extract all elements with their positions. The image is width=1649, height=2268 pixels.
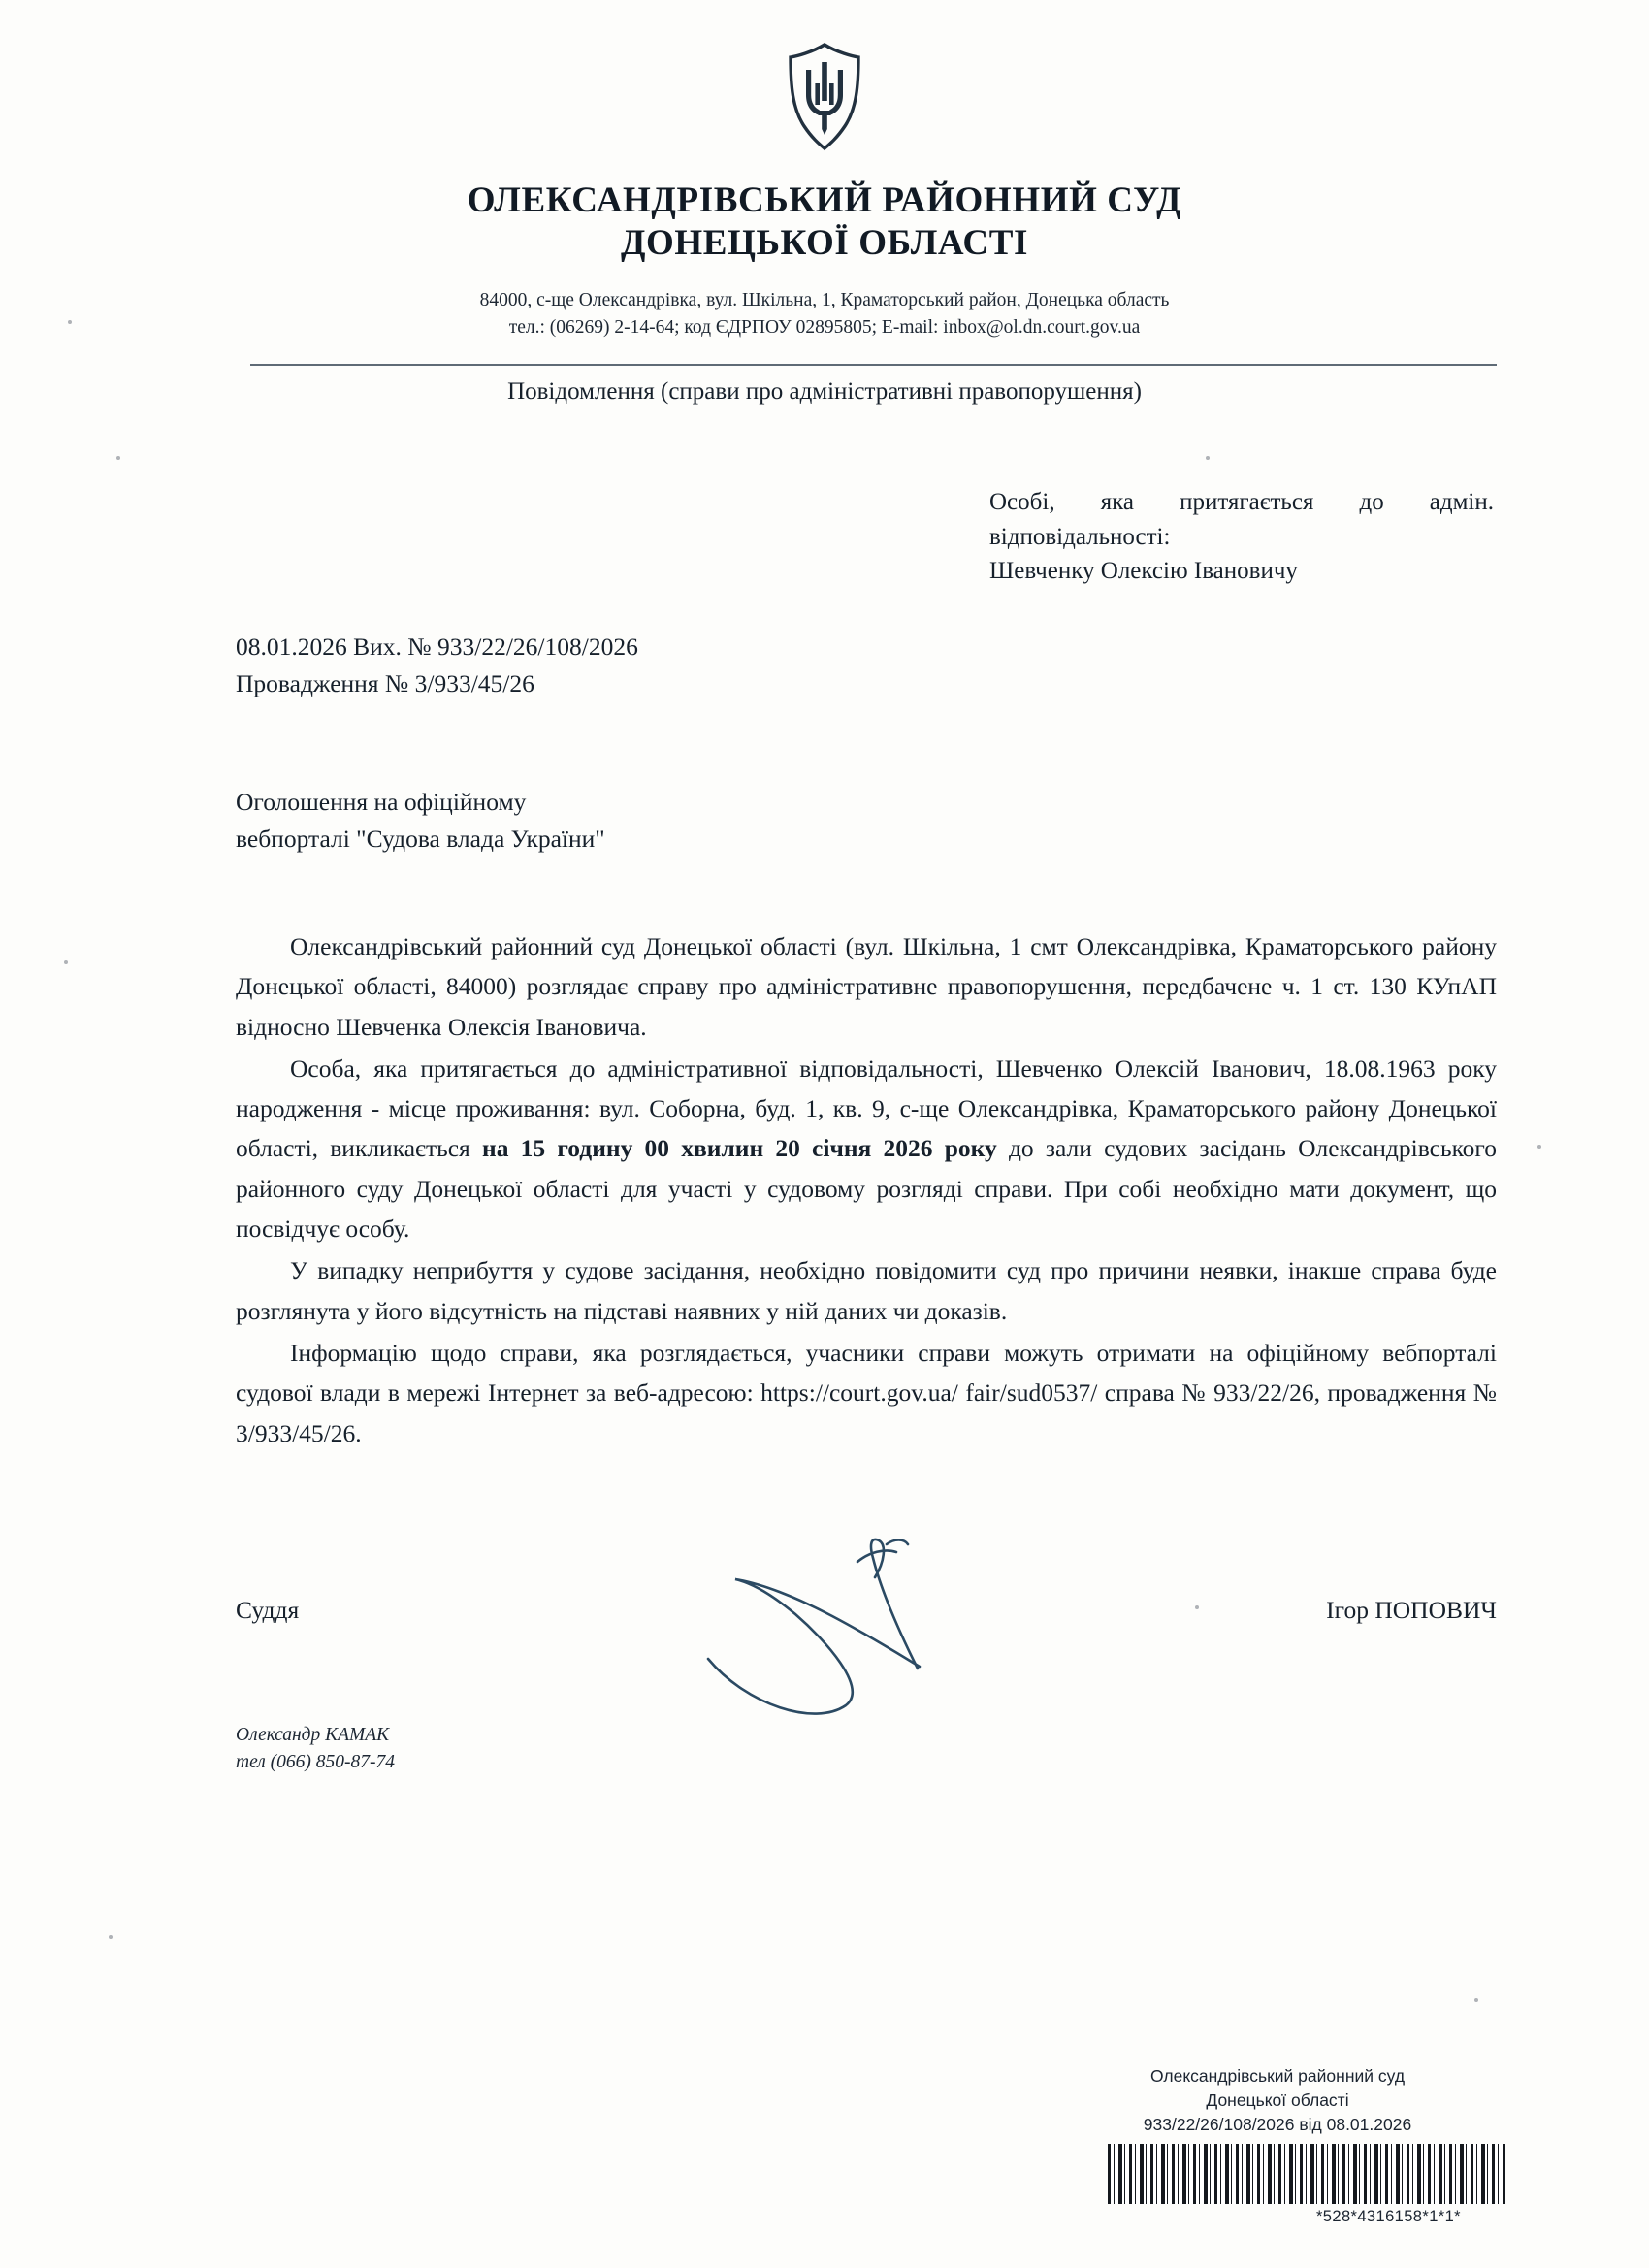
court-name [0, 179, 1649, 264]
reference-block [236, 629, 638, 701]
stamp-line-3: 933/22/26/108/2026 від 08.01.2026 [1143, 2114, 1412, 2134]
addressee-name: Шевченку Олексію Івановичу [989, 558, 1298, 584]
registration-stamp [1050, 2064, 1505, 2228]
subject-line-1: Оголошення на офіційному [236, 788, 527, 816]
signer-role: Суддя [236, 1596, 300, 1624]
ukraine-trident-emblem [783, 39, 866, 153]
stamp-line-2: Донецької області [1206, 2090, 1349, 2110]
header-divider [250, 364, 1497, 366]
typist-block [236, 1722, 395, 1777]
proceeding-number: Провадження № 3/933/45/26 [236, 668, 534, 697]
hearing-datetime: на 15 годину 00 хвилин 20 січня 2026 року [482, 1134, 997, 1163]
court-contacts [0, 287, 1649, 342]
scan-speckle [64, 960, 68, 964]
barcode-number: *528*4316158*1*1* [1315, 2207, 1461, 2225]
outgoing-number: 08.01.2026 Вих. № 933/22/26/108/2026 [236, 632, 638, 661]
body-paragraph-4: Інформацію щодо справи, яка розглядається, учасники справи можуть отримати на офіційному вебпорталі судової влади в мережі Інтернет за веб-адресою: https://court.gov.ua/ fair/sud0537/ справа № 933/22/26, провадження № 3/933/45/26. [236, 1338, 1497, 1447]
typist-name: Олександр КАМАК [236, 1725, 390, 1745]
scan-speckle [1537, 1145, 1541, 1149]
signer-name: Ігор ПОПОВИЧ [1326, 1596, 1497, 1624]
court-name-line-1: ОЛЕКСАНДРІВСЬКИЙ РАЙОННИЙ СУД [467, 180, 1182, 220]
scan-speckle [116, 456, 120, 460]
emblem-container [0, 39, 1649, 158]
barcode [1108, 2144, 1505, 2204]
handwritten-signature [679, 1523, 1048, 1746]
body-paragraph-3: У випадку неприбуття у судове засідання, необхідно повідомити суд про причини неявки, інакше справа буде розглянута у його відсутність на підставі наявних у ній даних чи доказів. [236, 1256, 1497, 1325]
subject-line-2: вебпорталі "Судова влада України" [236, 825, 605, 854]
court-address: 84000, с-ще Олександрівка, вул. Шкільна, 1, Краматорський район, Донецька область [479, 290, 1170, 310]
scan-speckle [109, 1935, 113, 1939]
document-kind: Повідомлення (справи про адміністративні правопорушення) [507, 378, 1142, 405]
paragraph-2-head: Особа, яка притягається до адміністративної відповідальності, Шевченко Олексій Іванович, 18.08.1963 року народження - місце проживання: вул. Соборна, буд. 1, кв. 9, с-ще Олександрівка, Краматорського району Донецької області, викликається [236, 1053, 1497, 1163]
document-body [236, 926, 1497, 1453]
court-phone-email: тел.: (06269) 2-14-64; код ЄДРПОУ 02895805; E-mail: inbox@ol.dn.court.gov.ua [508, 317, 1141, 339]
typist-phone: тел (066) 850-87-74 [236, 1752, 395, 1773]
scan-speckle [1206, 456, 1210, 460]
addressee-block [989, 485, 1494, 589]
scan-speckle [1474, 1998, 1478, 2002]
body-paragraph-1: Олександрівський районний суд Донецької області (вул. Шкільна, 1 смт Олександрівка, Краматорського району Донецької області, 84000) розглядає справу про адміністративне правопорушення, передбачене ч. 1 ст. 130 КУпАП відносно Шевченка Олексія Івановича. [236, 932, 1497, 1041]
addressee-line-2: відповідальності: [989, 523, 1171, 550]
court-name-line-2: ДОНЕЦЬКОЇ ОБЛАСТІ [620, 222, 1029, 263]
body-paragraph-2 [236, 1049, 1497, 1248]
scan-speckle [1195, 1605, 1199, 1609]
subject-block [236, 784, 605, 859]
stamp-line-1: Олександрівський районний суд [1149, 2066, 1406, 2086]
paragraph-2-tail: до зали судових засідань Олександрівського районного суду Донецької області для участі у судовому розгляді справи. При собі необхідно мати документ, що посвідчує особу. [236, 1134, 1497, 1244]
addressee-line-1: Особі, яка притягається до адмін. [989, 489, 1494, 515]
